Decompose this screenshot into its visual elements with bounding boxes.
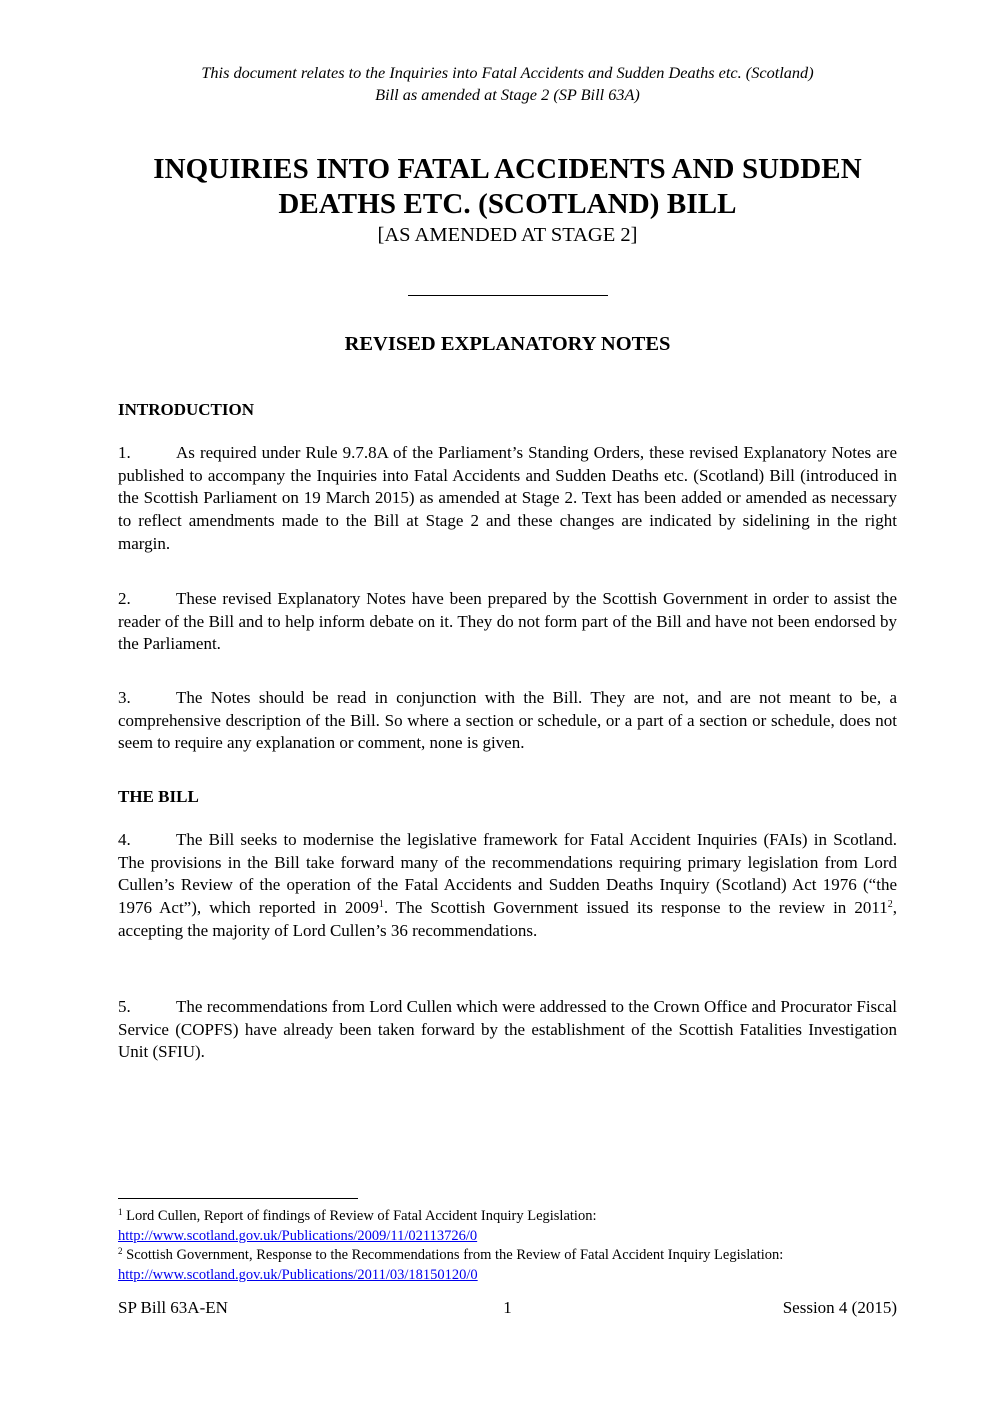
footnote-separator: [118, 1198, 358, 1199]
bill-title-line-2: DEATHS ETC. (SCOTLAND) BILL: [278, 188, 737, 220]
bill-title-line-1: INQUIRIES INTO FATAL ACCIDENTS AND SUDDEN: [153, 153, 862, 185]
paragraph-number: 5.: [118, 997, 131, 1016]
paragraph-text: As required under Rule 9.7.8A of the Parliament’s Standing Orders, these revised Explanatory Notes are published to accompany the Inquiries into Fatal Accidents and Sudden Deaths etc. (Scotland) Bill (introduced in the Scottish Parliament on 19 March 2015) as amended at Stage 2. Text has been added or amended as necessary to reflect amendments made to the Bill at Stage 2 and these changes are indicated by sidelining in the right margin.: [118, 443, 897, 553]
footnote-ref-2[interactable]: 2: [887, 899, 893, 911]
section-heading-the-bill: THE BILL: [118, 787, 199, 806]
paragraph-text-c: , accepting the majority of Lord Cullen’s 36 recommendations.: [118, 898, 898, 940]
footnote-text: Scottish Government, Response to the Recommendations from the Review of Fatal Accident Inquiry Legislation:: [126, 1247, 784, 1263]
paragraph-text-b: . The Scottish Government issued its response to the review in 2011: [383, 898, 888, 918]
footer-page-number: 1: [503, 1298, 512, 1317]
paragraph-1: [118, 442, 897, 556]
footnote-text: Lord Cullen, Report of findings of Review of Fatal Accident Inquiry Legislation:: [126, 1208, 597, 1224]
footnote-1: [118, 1207, 897, 1246]
paragraph-number: 1.: [118, 443, 131, 462]
paragraph-5: [118, 996, 897, 1064]
paragraph-3: [118, 687, 897, 755]
footnote-marker: 2: [118, 1246, 123, 1256]
paragraph-4: [118, 829, 897, 943]
footnote-2: [118, 1246, 897, 1285]
paragraph-2: [118, 588, 897, 656]
paragraph-number: 2.: [118, 589, 131, 608]
footer-doc-ref: SP Bill 63A-EN: [118, 1298, 228, 1317]
footnotes: [118, 1207, 897, 1285]
bill-subtitle: [AS AMENDED AT STAGE 2]: [377, 224, 638, 246]
paragraph-text: These revised Explanatory Notes have been prepared by the Scottish Government in order to assist the reader of the Bill and to help inform debate on it. They do not form part of the Bill and have not been endorsed by the Parliament.: [118, 589, 897, 654]
header-note-line-2: Bill as amended at Stage 2 (SP Bill 63A): [375, 85, 640, 104]
footnote-link-2[interactable]: http://www.scotland.gov.uk/Publications/2011/03/18150120/0: [118, 1266, 478, 1283]
paragraph-text-a: The Bill seeks to modernise the legislative framework for Fatal Accident Inquiries (FAIs) in Scotland. The provisions in the Bill take forward many of the recommendations requiring primary legislation from Lord Cullen’s Review of the operation of the Fatal Accidents and Sudden Deaths Inquiry (Scotland) Act 1976 (“the 1976 Act”), which reported in 2009: [118, 830, 897, 918]
section-heading-introduction: INTRODUCTION: [118, 400, 255, 419]
paragraph-text: The recommendations from Lord Cullen which were addressed to the Crown Office and Procurator Fiscal Service (COPFS) have already been taken forward by the establishment of the Scottish Fatalities Investigation Unit (SFIU).: [118, 997, 897, 1062]
header-note-line-1: This document relates to the Inquiries into Fatal Accidents and Sudden Deaths etc. (Scotland): [201, 63, 814, 82]
paragraph-text: The Notes should be read in conjunction with the Bill. They are not, and are not meant to be, a comprehensive description of the Bill. So where a section or schedule, or a part of a section or schedule, does not seem to require any explanation or comment, none is given.: [118, 688, 897, 753]
paragraph-number: 3.: [118, 688, 131, 707]
footnote-ref-1[interactable]: 1: [378, 899, 384, 911]
paragraph-number: 4.: [118, 830, 131, 849]
header-note: [118, 62, 897, 106]
footnote-link-1[interactable]: http://www.scotland.gov.uk/Publications/2009/11/02113726/0: [118, 1227, 478, 1244]
footer-session: Session 4 (2015): [782, 1298, 897, 1317]
document-heading: REVISED EXPLANATORY NOTES: [344, 333, 671, 355]
bill-title: [118, 152, 897, 222]
footnote-marker: 1: [118, 1207, 123, 1217]
page-footer: [118, 1297, 897, 1321]
title-divider: [408, 295, 608, 296]
